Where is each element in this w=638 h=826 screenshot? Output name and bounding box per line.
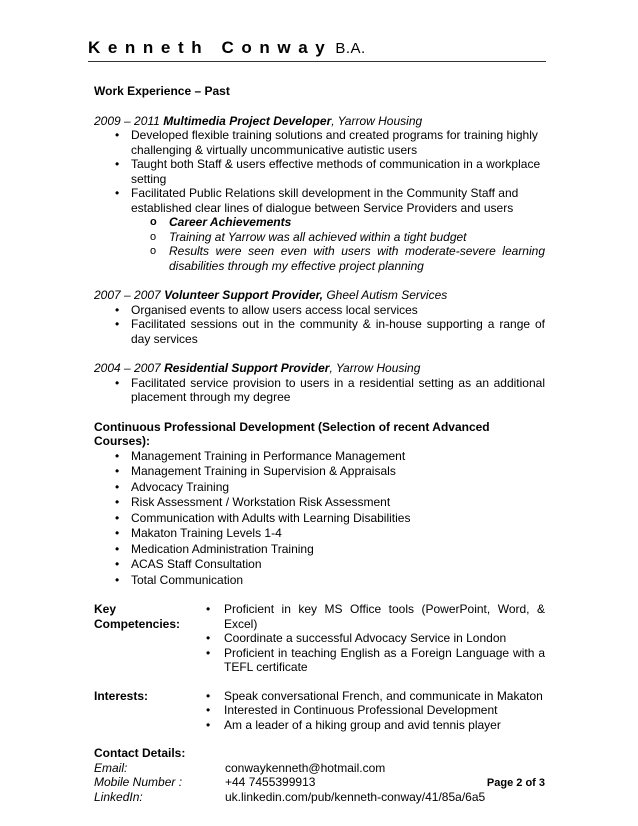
competencies-section [94, 602, 545, 675]
list-item: • Am a leader of a hiking group and avid tennis player [206, 718, 545, 733]
interests-section [94, 689, 545, 733]
list-item: o Training at Yarrow was all achieved within a tight budget [94, 230, 545, 245]
header-degree: B.A. [335, 40, 366, 57]
section-title-work-past: Work Experience – Past [94, 84, 230, 98]
job-heading [94, 288, 545, 303]
contact-title: Contact Details: [94, 746, 186, 760]
mobile-value: +44 7455399913 [225, 775, 316, 789]
list-item: • Organised events to allow users access local services [94, 303, 545, 318]
job-entry [94, 114, 545, 274]
list-item: • Coordinate a successful Advocacy Service in London [206, 631, 545, 646]
achievements-list [94, 215, 545, 273]
contact-row-email [94, 761, 545, 776]
job-role: Residential Support Provider [164, 361, 330, 375]
contact-row-linkedin [94, 790, 545, 805]
list-item: • Management Training in Supervision & Appraisals [94, 464, 545, 480]
job-org: Gheel Autism Services [323, 288, 448, 302]
list-item: • Interested in Continuous Professional Development [206, 703, 545, 718]
list-item: • Communication with Adults with Learning Disabilities [94, 511, 545, 527]
job-entry [94, 361, 545, 405]
list-item: • Medication Administration Training [94, 542, 545, 558]
contact-section [94, 746, 545, 804]
contact-label: Email: [94, 760, 128, 775]
list-item: • Facilitated Public Relations skill development in the Community Staff and established clear lines of dialogue between Service Providers and users [94, 186, 545, 215]
interests-list [206, 689, 545, 733]
list-item: • ACAS Staff Consultation [94, 557, 545, 573]
job-period: 2004 – 2007 [94, 361, 161, 375]
list-item: • Facilitated sessions out in the community & in-house supporting a range of day services [94, 317, 545, 346]
job-heading [94, 361, 545, 376]
job-heading [94, 114, 545, 129]
list-item: • Taught both Staff & users effective methods of communication in a workplace setting [94, 157, 545, 186]
job-org: , Yarrow Housing [329, 361, 421, 375]
job-period: 2007 – 2007 [94, 288, 161, 302]
job-entry [94, 288, 545, 346]
job-period: 2009 – 2011 [94, 113, 160, 128]
interests-label: Interests: [94, 688, 149, 703]
list-item: • Advocacy Training [94, 480, 545, 496]
competencies-label: Key Competencies: [94, 602, 181, 631]
list-item: • Developed flexible training solutions and created programs for training highly challenging & virtually uncommunicative autistic users [94, 128, 545, 157]
job-role: Multimedia Project Developer [163, 113, 332, 128]
list-item: • Proficient in key MS Office tools (PowerPoint, Word, & Excel) [206, 602, 545, 631]
achievements-title: o Career Achievements [94, 215, 545, 230]
contact-label: Mobile Number : [94, 775, 183, 789]
cpd-list [94, 449, 545, 589]
job-bullets [94, 303, 545, 347]
job-bullets [94, 128, 545, 215]
list-item: o Results were seen even with users with moderate-severe learning disabilities through my effective project planning [94, 244, 545, 273]
job-bullets [94, 376, 545, 405]
list-item: • Risk Assessment / Workstation Risk Assessment [94, 495, 545, 511]
list-item: • Makaton Training Levels 1-4 [94, 526, 545, 542]
list-item: • Management Training in Performance Management [94, 449, 545, 465]
linkedin-value[interactable]: uk.linkedin.com/pub/kenneth-conway/41/85a/6a5 [225, 789, 486, 804]
job-role: Volunteer Support Provider, [164, 288, 323, 302]
header-divider [88, 61, 546, 62]
list-item: • Speak conversational French, and communicate in Makaton [206, 689, 545, 704]
job-org: , Yarrow Housing [331, 113, 423, 128]
page-number: Page 2 of 3 [486, 777, 545, 789]
email-value[interactable]: conwaykenneth@hotmail.com [225, 760, 386, 775]
list-item: • Total Communication [94, 573, 545, 589]
header-name: Kenneth Conway [88, 38, 333, 57]
list-item: • Proficient in teaching English as a Foreign Language with a TEFL certificate [206, 646, 545, 675]
resume-content [94, 84, 545, 804]
header [88, 38, 546, 60]
competencies-list [206, 602, 545, 675]
section-title-cpd: Continuous Professional Development (Selection of recent Advanced Courses): [94, 419, 490, 448]
contact-label: LinkedIn: [94, 789, 143, 804]
list-item: • Facilitated service provision to users in a residential setting as an additional placement through my degree [94, 376, 545, 405]
